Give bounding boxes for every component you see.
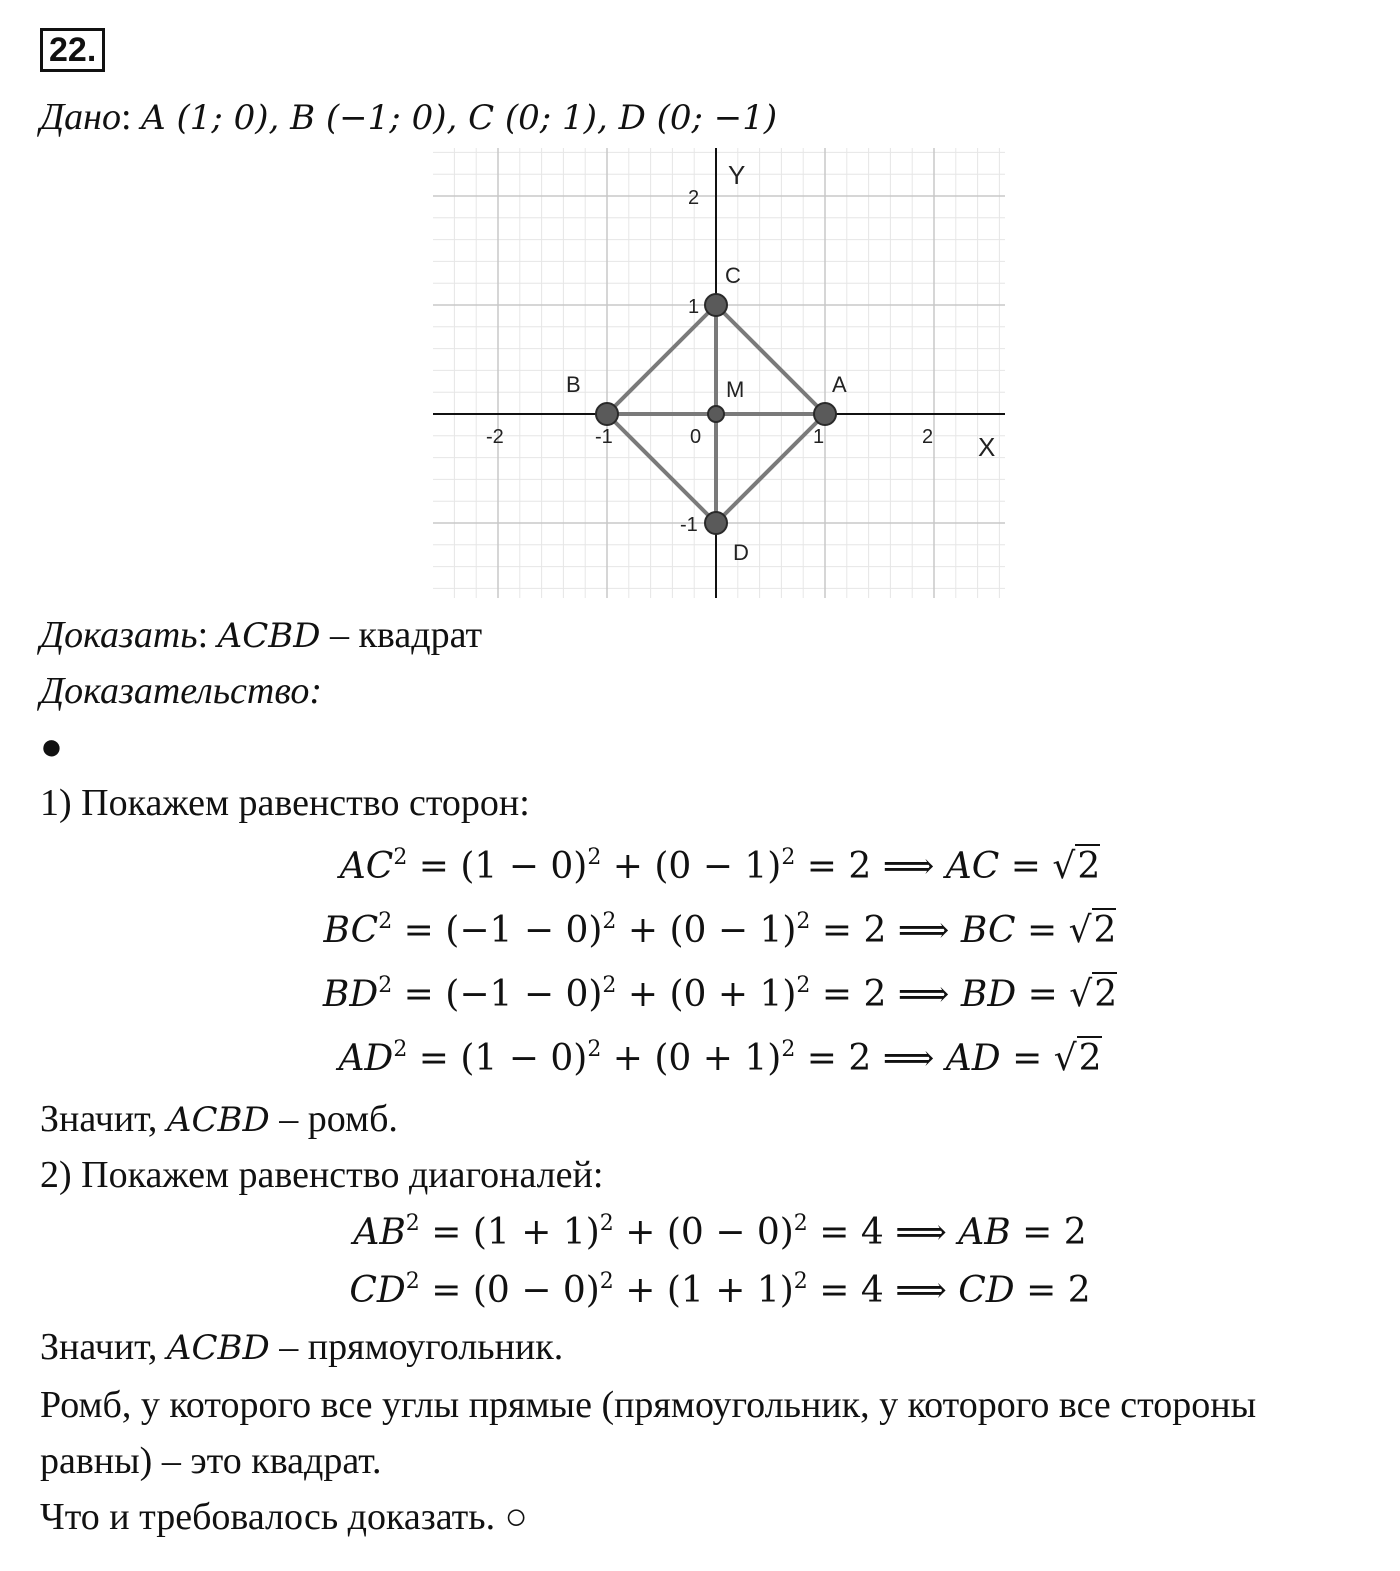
prove-figure: ACBD [217,616,321,656]
point-label-b: B [566,372,581,397]
point-d [705,512,727,534]
diag-eq-ab: $AB^2 = (1 + 1)^2 + (0 - 0)^2 = 4$ ⟹ AB = 2 [353,1211,1087,1253]
x-tick-label: 1 [813,426,825,448]
point-label-a: A [832,372,847,397]
point-label-m: M [726,377,745,402]
y-tick-label: 2 [688,187,700,209]
given-text: A (1; 0), B (−1; 0), C (0; 1), D (0; −1) [141,98,778,138]
point-b [596,403,618,425]
square-acbd [596,294,836,534]
x-tick-label: 2 [922,426,934,448]
prove-label: Доказать [40,614,198,656]
prove-line: Доказать: ACBD – квадрат [40,614,483,656]
point-label-c: C [725,263,741,288]
given-line: Дано: A (1; 0), B (−1; 0), C (0; 1), D (0; −1) [40,96,778,138]
bullet: ● [40,726,63,768]
point-label-d: D [733,540,749,565]
y-tick-label: -1 [680,514,698,536]
x-tick-label: -1 [595,426,613,448]
graph-labels [486,160,995,565]
given-label: Дано [40,96,122,138]
step1-heading: 1) Покажем равенство сторон: [40,782,530,824]
x-tick-label: -2 [486,426,504,448]
side-eq-ac: $AC^2 = (1 - 0)^2 + (0 - 1)^2 = 2$ ⟹ AC = √2 [339,845,1101,887]
final-line-2: равны) – это квадрат. [40,1440,382,1482]
x-axis-label: X [978,432,996,462]
point-m [708,406,724,422]
conclusion-rectangle: Значит, ACBD – прямоугольник. [40,1326,564,1368]
point-a [814,403,836,425]
y-axis-label: Y [728,160,746,190]
task-number: 22. [40,28,105,72]
coordinate-graph [0,0,1400,610]
x-tick-label: 0 [690,426,702,448]
diag-eq-cd: $CD^2 = (0 - 0)^2 + (1 + 1)^2 = 4$ ⟹ CD = 2 [349,1269,1091,1311]
conclusion-rhombus: Значит, ACBD – ромб. [40,1098,398,1140]
prove-text: – квадрат [320,614,483,656]
side-eq-bc: $BC^2 = (-1 - 0)^2 + (0 - 1)^2 = 2$ ⟹ BC = √2 [323,909,1117,951]
y-tick-label: 1 [688,296,700,318]
step2-heading: 2) Покажем равенство диагоналей: [40,1154,604,1196]
side-eq-ad: $AD^2 = (1 - 0)^2 + (0 + 1)^2 = 2$ ⟹ AD = √2 [338,1037,1102,1079]
point-c [705,294,727,316]
proof-label: Доказательство: [40,670,323,712]
side-cb [607,305,716,414]
qed-line: Что и требовалось доказать. ○ [40,1496,528,1538]
final-line-1: Ромб, у которого все углы прямые (прямоугольник, у которого все стороны [40,1384,1257,1426]
side-eq-bd: $BD^2 = (-1 - 0)^2 + (0 + 1)^2 = 2$ ⟹ BD = √2 [322,973,1118,1015]
side-da [716,414,825,523]
